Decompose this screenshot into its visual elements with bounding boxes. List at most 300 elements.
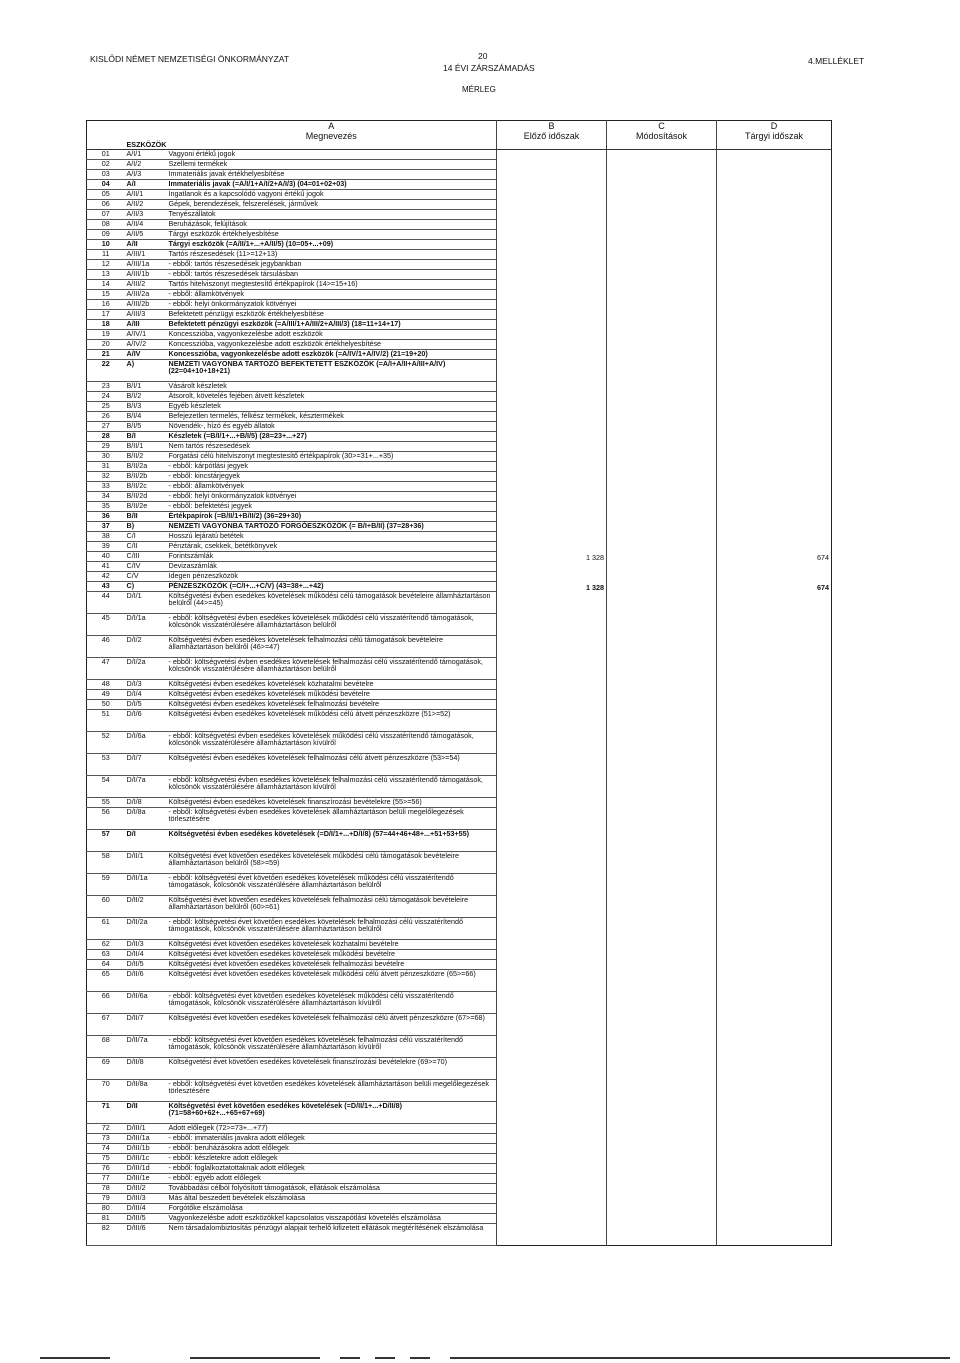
balance-row [87, 461, 832, 471]
row-number: 76 [87, 1163, 125, 1173]
footer-line-4 [375, 1357, 395, 1359]
current-period-value [717, 1057, 832, 1079]
row-code: D/II/7a [125, 1035, 167, 1057]
previous-period-value [497, 1223, 607, 1245]
row-number: 18 [87, 319, 125, 329]
footer-line-1 [40, 1357, 110, 1359]
row-description: Devizaszámlák [167, 561, 497, 571]
previous-period-value [497, 1203, 607, 1213]
current-period-value [717, 709, 832, 731]
current-period-value [717, 1123, 832, 1133]
previous-period-value [497, 591, 607, 613]
balance-row [87, 159, 832, 169]
row-code: D/I/5 [125, 699, 167, 709]
balance-row [87, 807, 832, 829]
previous-period-value [497, 1079, 607, 1101]
balance-row [87, 699, 832, 709]
previous-period-value [497, 1213, 607, 1223]
current-period-value [717, 319, 832, 329]
row-number: 14 [87, 279, 125, 289]
modification-value [607, 775, 717, 797]
current-period-value [717, 279, 832, 289]
balance-row [87, 709, 832, 731]
row-code: A/III/2 [125, 279, 167, 289]
section-title: ESZKÖZÖK [125, 141, 497, 149]
current-period-value [717, 851, 832, 873]
row-code: D/I/3 [125, 679, 167, 689]
row-code: D/I/8a [125, 807, 167, 829]
row-number: 31 [87, 461, 125, 471]
row-description: Koncesszióba, vagyonkezelésbe adott eszközök (=A/IV/1+A/IV/2) (21=19+20) [167, 349, 497, 359]
row-number: 59 [87, 873, 125, 895]
row-code: A/I [125, 179, 167, 189]
row-number: 07 [87, 209, 125, 219]
previous-period-value [497, 917, 607, 939]
row-number: 27 [87, 421, 125, 431]
row-number: 42 [87, 571, 125, 581]
previous-period-value [497, 807, 607, 829]
balance-row [87, 511, 832, 521]
modification-value [607, 339, 717, 349]
row-description: Költségvetési évet követően esedékes követelések közhatalmi bevételre [167, 939, 497, 949]
current-period-value [717, 299, 832, 309]
row-description: Költségvetési évben esedékes követelések felhalmozási célú átvett pénzeszközre (53>=54) [167, 753, 497, 775]
row-description: - ebből: helyi önkormányzatok kötvényei [167, 299, 497, 309]
row-code: A/III/2b [125, 299, 167, 309]
row-code: A/I/1 [125, 149, 167, 159]
row-number: 63 [87, 949, 125, 959]
balance-row [87, 1153, 832, 1163]
row-description: - ebből: költségvetési évet követően esedékes követelések felhalmozási célú visszatérítendő támogatások, kölcsönök visszatérülésére államháztartáson belülről [167, 917, 497, 939]
row-number: 29 [87, 441, 125, 451]
balance-row [87, 189, 832, 199]
current-period-value: 674 [717, 581, 832, 591]
previous-period-value [497, 431, 607, 441]
current-period-value [717, 431, 832, 441]
row-code: A/II [125, 239, 167, 249]
modification-value [607, 159, 717, 169]
current-period-value [717, 521, 832, 531]
balance-row [87, 339, 832, 349]
balance-row [87, 431, 832, 441]
row-number: 33 [87, 481, 125, 491]
row-number: 37 [87, 521, 125, 531]
modification-value [607, 441, 717, 451]
previous-period-value [497, 401, 607, 411]
modification-value [607, 329, 717, 339]
row-code: D/I/1 [125, 591, 167, 613]
row-code: C/V [125, 571, 167, 581]
modification-value [607, 709, 717, 731]
modification-value [607, 657, 717, 679]
current-period-value [717, 753, 832, 775]
modification-value [607, 239, 717, 249]
row-number: 68 [87, 1035, 125, 1057]
current-period-value [717, 169, 832, 179]
balance-row [87, 149, 832, 159]
modification-value [607, 1153, 717, 1163]
modification-value [607, 753, 717, 775]
previous-period-value [497, 339, 607, 349]
current-period-value [717, 501, 832, 511]
row-description: Koncesszióba, vagyonkezelésbe adott eszközök [167, 329, 497, 339]
balance-row [87, 501, 832, 511]
modification-value [607, 169, 717, 179]
current-period-value [717, 561, 832, 571]
previous-period-value [497, 531, 607, 541]
modification-value [607, 299, 717, 309]
row-code: A/III/3 [125, 309, 167, 319]
previous-period-value [497, 1101, 607, 1123]
balance-row [87, 829, 832, 851]
row-number: 70 [87, 1079, 125, 1101]
balance-row [87, 309, 832, 319]
current-period-value [717, 939, 832, 949]
row-number: 01 [87, 149, 125, 159]
row-description: - ebből: költségvetési évet követően esedékes követelések államháztartáson belüli megelőlegezések törlesztésére [167, 1079, 497, 1101]
modification-value [607, 581, 717, 591]
row-description: Vagyoni értékű jogok [167, 149, 497, 159]
section-row [87, 141, 832, 149]
row-number: 17 [87, 309, 125, 319]
modification-value [607, 401, 717, 411]
footer-line-2 [190, 1357, 320, 1359]
previous-period-value [497, 679, 607, 689]
row-code: A/III/1a [125, 259, 167, 269]
balance-row [87, 349, 832, 359]
row-code: C) [125, 581, 167, 591]
row-description: - ebből: kárpótlási jegyek [167, 461, 497, 471]
modification-value [607, 359, 717, 381]
modification-value [607, 1133, 717, 1143]
current-period-value [717, 199, 832, 209]
current-period-value [717, 571, 832, 581]
row-description: Befektetett pénzügyi eszközök értékhelyesbítése [167, 309, 497, 319]
previous-period-value [497, 381, 607, 391]
row-code: A/III/2a [125, 289, 167, 299]
row-description: - ebből: tartós részesedések társulásban [167, 269, 497, 279]
row-code: B/II/2 [125, 451, 167, 461]
row-description: Gépek, berendezések, felszerelések, járművek [167, 199, 497, 209]
row-description: Beruházások, felújítások [167, 219, 497, 229]
column-b-letter: B [497, 121, 607, 132]
row-description: NEMZETI VAGYONBA TARTOZÓ BEFEKTETETT ESZKÖZÖK (=A/I+A/II+A/III+A/IV) (22=04+10+18+21) [167, 359, 497, 381]
row-description: Adott előlegek (72>=73+...+77) [167, 1123, 497, 1133]
row-description: Pénztárak, csekkek, betétkönyvek [167, 541, 497, 551]
current-period-value [717, 541, 832, 551]
row-code: D/I [125, 829, 167, 851]
previous-period-value [497, 635, 607, 657]
modification-value [607, 501, 717, 511]
column-b-name: Előző időszak [497, 131, 607, 141]
current-period-value [717, 421, 832, 431]
modification-value [607, 541, 717, 551]
modification-value [607, 521, 717, 531]
row-code: B/I/1 [125, 381, 167, 391]
row-description: Költségvetési évet követően esedékes követelések felhalmozási bevételre [167, 959, 497, 969]
previous-period-value [497, 1035, 607, 1057]
row-description: Immateriális javak (=A/I/1+A/I/2+A/I/3) (04=01+02+03) [167, 179, 497, 189]
balance-row [87, 299, 832, 309]
row-description: - ebből: tartós részesedések jegybankban [167, 259, 497, 269]
balance-row [87, 1013, 832, 1035]
balance-row [87, 613, 832, 635]
row-description: - ebből: államkötvények [167, 289, 497, 299]
modification-value [607, 451, 717, 461]
row-number: 24 [87, 391, 125, 401]
row-code: D/III/1a [125, 1133, 167, 1143]
row-code: B/II [125, 511, 167, 521]
modification-value [607, 1163, 717, 1173]
current-period-value [717, 359, 832, 381]
row-description: Költségvetési évet követően esedékes követelések finanszírozási bevételekre (69>=70) [167, 1057, 497, 1079]
balance-row [87, 381, 832, 391]
row-description: NEMZETI VAGYONBA TARTOZÓ FORGÓESZKÖZÖK (= B/I+B/II) (37=28+36) [167, 521, 497, 531]
row-description: Vagyonkezelésbe adott eszközökkel kapcsolatos visszapótlási követelés elszámolása [167, 1213, 497, 1223]
row-code: A/III [125, 319, 167, 329]
previous-period-value [497, 179, 607, 189]
column-d-letter: D [717, 121, 832, 132]
row-code: D/II/3 [125, 939, 167, 949]
row-number: 19 [87, 329, 125, 339]
previous-period-value [497, 391, 607, 401]
balance-row [87, 471, 832, 481]
column-names-row [87, 131, 832, 141]
current-period-value [717, 289, 832, 299]
row-code: D/I/2a [125, 657, 167, 679]
column-c-name: Módosítások [607, 131, 717, 141]
modification-value [607, 873, 717, 895]
row-number: 36 [87, 511, 125, 521]
modification-value [607, 229, 717, 239]
row-code: D/III/1b [125, 1143, 167, 1153]
previous-period-value [497, 159, 607, 169]
current-period-value [717, 635, 832, 657]
row-description: Nem tartós részesedések [167, 441, 497, 451]
current-period-value [717, 411, 832, 421]
previous-period-value [497, 1057, 607, 1079]
balance-row [87, 775, 832, 797]
current-period-value [717, 209, 832, 219]
row-number: 47 [87, 657, 125, 679]
row-description: - ebből: immateriális javakra adott előlegek [167, 1133, 497, 1143]
modification-value [607, 381, 717, 391]
balance-row [87, 731, 832, 753]
previous-period-value [497, 219, 607, 229]
balance-row [87, 391, 832, 401]
row-number: 61 [87, 917, 125, 939]
previous-period-value [497, 279, 607, 289]
row-number: 79 [87, 1193, 125, 1203]
current-period-value [717, 797, 832, 807]
current-period-value [717, 959, 832, 969]
row-code: D/II/8a [125, 1079, 167, 1101]
current-period-value [717, 349, 832, 359]
modification-value [607, 949, 717, 959]
balance-row [87, 169, 832, 179]
row-code: D/II/8 [125, 1057, 167, 1079]
current-period-value [717, 679, 832, 689]
current-period-value [717, 829, 832, 851]
row-description: Költségvetési évben esedékes követelések (=D/I/1+...+D/I/8) (57=44+46+48+...+51+53+55) [167, 829, 497, 851]
balance-row [87, 939, 832, 949]
row-code: D/III/1 [125, 1123, 167, 1133]
row-description: Költségvetési évben esedékes követelések működési bevételre [167, 689, 497, 699]
row-number: 46 [87, 635, 125, 657]
row-description: Költségvetési évben esedékes követelések felhalmozási célú támogatások bevételeire államháztartáson belülről (46>=47) [167, 635, 497, 657]
previous-period-value [497, 969, 607, 991]
balance-row [87, 319, 832, 329]
balance-row [87, 895, 832, 917]
row-code: D/II/2 [125, 895, 167, 917]
row-number: 80 [87, 1203, 125, 1213]
previous-period-value [497, 411, 607, 421]
row-code: B/II/2a [125, 461, 167, 471]
row-code: D/II/4 [125, 949, 167, 959]
balance-row [87, 551, 832, 561]
balance-row [87, 289, 832, 299]
row-number: 73 [87, 1133, 125, 1143]
row-description: Költségvetési évben esedékes követelések működési célú átvett pénzeszközre (51>=52) [167, 709, 497, 731]
row-code: D/III/1e [125, 1173, 167, 1183]
previous-period-value [497, 1143, 607, 1153]
row-number: 32 [87, 471, 125, 481]
row-number: 64 [87, 959, 125, 969]
row-code: D/I/4 [125, 689, 167, 699]
modification-value [607, 421, 717, 431]
previous-period-value [497, 873, 607, 895]
row-code: D/I/2 [125, 635, 167, 657]
previous-period-value: 1 328 [497, 551, 607, 561]
previous-period-value [497, 491, 607, 501]
modification-value [607, 797, 717, 807]
modification-value [607, 491, 717, 501]
modification-value [607, 279, 717, 289]
modification-value [607, 939, 717, 949]
modification-value [607, 1223, 717, 1245]
current-period-value [717, 471, 832, 481]
previous-period-value [497, 1133, 607, 1143]
row-number: 05 [87, 189, 125, 199]
row-code: A/III/1b [125, 269, 167, 279]
current-period-value [717, 249, 832, 259]
current-period-value [717, 391, 832, 401]
row-code: A/II/4 [125, 219, 167, 229]
row-number: 10 [87, 239, 125, 249]
row-code: D/II/1a [125, 873, 167, 895]
previous-period-value [497, 169, 607, 179]
row-code: A/IV/1 [125, 329, 167, 339]
modification-value [607, 309, 717, 319]
previous-period-value [497, 511, 607, 521]
current-period-value [717, 689, 832, 699]
balance-row [87, 1223, 832, 1245]
balance-row [87, 959, 832, 969]
row-description: Nem társadalombiztosítás pénzügyi alapjait terhelő kifizetett ellátások megtérítésének elszámolása [167, 1223, 497, 1245]
modification-value [607, 829, 717, 851]
row-code: B/II/2b [125, 471, 167, 481]
balance-sheet-table [86, 120, 832, 1246]
row-code: A/II/3 [125, 209, 167, 219]
modification-value [607, 959, 717, 969]
previous-period-value [497, 229, 607, 239]
previous-period-value [497, 1173, 607, 1183]
column-a-name: Megnevezés [305, 131, 357, 141]
previous-period-value [497, 451, 607, 461]
row-number: 56 [87, 807, 125, 829]
row-number: 11 [87, 249, 125, 259]
previous-period-value [497, 613, 607, 635]
row-description: - ebből: készletekre adott előlegek [167, 1153, 497, 1163]
current-period-value [717, 1163, 832, 1173]
row-number: 02 [87, 159, 125, 169]
balance-row [87, 689, 832, 699]
row-code: D/II/7 [125, 1013, 167, 1035]
row-description: Vásárolt készletek [167, 381, 497, 391]
row-description: Költségvetési évet követően esedékes követelések (=D/II/1+...+D/II/8) (71=58+60+62+...+65+67+69) [167, 1101, 497, 1123]
previous-period-value [497, 309, 607, 319]
row-description: Más által beszedett bevételek elszámolása [167, 1193, 497, 1203]
row-description: Forintszámlák [167, 551, 497, 561]
modification-value [607, 471, 717, 481]
previous-period-value [497, 269, 607, 279]
balance-row [87, 581, 832, 591]
column-c-letter: C [607, 121, 717, 132]
previous-period-value [497, 689, 607, 699]
modification-value [607, 289, 717, 299]
current-period-value [717, 657, 832, 679]
modification-value [607, 149, 717, 159]
row-number: 04 [87, 179, 125, 189]
balance-row [87, 219, 832, 229]
current-period-value [717, 179, 832, 189]
row-number: 77 [87, 1173, 125, 1183]
balance-row [87, 1183, 832, 1193]
modification-value [607, 895, 717, 917]
previous-period-value [497, 571, 607, 581]
row-code: A/IV [125, 349, 167, 359]
modification-value [607, 1213, 717, 1223]
current-period-value [717, 775, 832, 797]
row-code: D/I/6a [125, 731, 167, 753]
row-number: 06 [87, 199, 125, 209]
row-number: 55 [87, 797, 125, 807]
previous-period-value [497, 657, 607, 679]
previous-period-value [497, 319, 607, 329]
row-number: 12 [87, 259, 125, 269]
modification-value [607, 679, 717, 689]
row-number: 22 [87, 359, 125, 381]
row-number: 41 [87, 561, 125, 571]
previous-period-value [497, 249, 607, 259]
modification-value [607, 591, 717, 613]
modification-value [607, 613, 717, 635]
balance-row [87, 1035, 832, 1057]
previous-period-value [497, 561, 607, 571]
row-description: Értékpapírok (=B/II/1+B/II/2) (36=29+30) [167, 511, 497, 521]
current-period-value [717, 1035, 832, 1057]
row-number: 58 [87, 851, 125, 873]
row-description: Tárgyi eszközök (=A/II/1+...+A/II/5) (10=05+...+09) [167, 239, 497, 249]
row-code: D/II/6a [125, 991, 167, 1013]
previous-period-value [497, 851, 607, 873]
balance-row [87, 873, 832, 895]
previous-period-value [497, 731, 607, 753]
balance-row [87, 657, 832, 679]
balance-row [87, 481, 832, 491]
previous-period-value [497, 797, 607, 807]
current-period-value [717, 1101, 832, 1123]
